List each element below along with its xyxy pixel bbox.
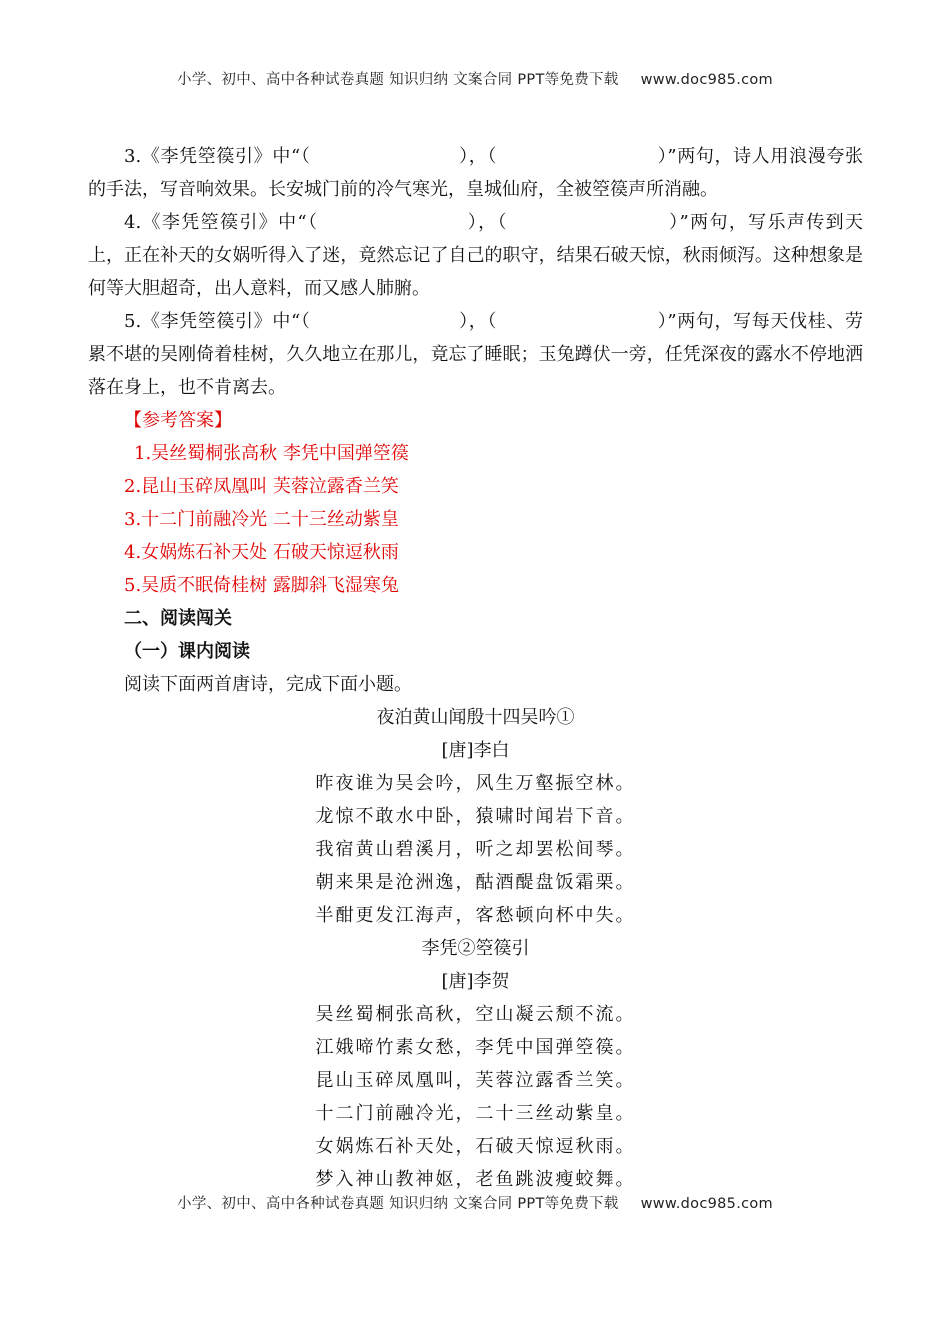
section-subtitle: （一）课内阅读	[124, 641, 250, 662]
question-5: 5.《李凭箜篌引》中“（ ），（ ）”两句，写每天伐桂、劳累不堪的吴刚倚着桂树，久久地立在那儿，竟忘了睡眠；玉兔蹲伏一旁，任凭深夜的露水不停地洒落在身上，也不肯离去。	[88, 311, 863, 398]
poem1-author: [唐]李白	[441, 740, 510, 761]
poem1-title: 夜泊黄山闻殷十四吴吟①	[376, 707, 575, 728]
poem2-title: 李凭②箜篌引	[421, 938, 530, 959]
poem2-line: 吴丝蜀桐张高秋，空山凝云颓不流。	[315, 1004, 636, 1025]
section-title: 二、阅读闯关	[124, 608, 232, 629]
page-header-top	[0, 68, 950, 89]
poem2-author: [唐]李贺	[441, 971, 510, 992]
header-url[interactable]: www.doc985.com	[640, 72, 773, 88]
question-4: 4.《李凭箜篌引》中“（ ），（ ）”两句，写乐声传到天上，正在补天的女娲听得入了迷，竟然忘记了自己的职守，结果石破天惊，秋雨倾泻。这种想象是何等大胆超奇，出人意料，而又感人肺腑。	[88, 212, 863, 299]
poem2-line: 昆山玉碎凤凰叫，芙蓉泣露香兰笑。	[315, 1070, 636, 1091]
answer-item: 5.吴质不眠倚桂树 露脚斜飞湿寒兔	[124, 575, 399, 596]
answers-title: 【参考答案】	[124, 410, 232, 431]
page-footer	[0, 1192, 950, 1213]
answer-item: 4.女娲炼石补天处 石破天惊逗秋雨	[124, 542, 399, 563]
poem2-line: 女娲炼石补天处，石破天惊逗秋雨。	[315, 1136, 636, 1157]
footer-url[interactable]: www.doc985.com	[640, 1196, 773, 1212]
poem1-line: 我宿黄山碧溪月，听之却罢松间琴。	[315, 839, 636, 860]
answer-item: 2.昆山玉碎凤凰叫 芙蓉泣露香兰笑	[124, 476, 399, 497]
poem1-line: 龙惊不敢水中卧，猿啸时闻岩下音。	[315, 806, 636, 827]
poem2-line: 江娥啼竹素女愁，李凭中国弹箜篌。	[315, 1037, 636, 1058]
poem2-line: 梦入神山教神妪，老鱼跳波瘦蛟舞。	[315, 1169, 636, 1190]
footer-text: 小学、初中、高中各种试卷真题 知识归纳 文案合同 PPT等免费下载	[177, 1196, 619, 1212]
poem1-line: 昨夜谁为吴会吟，风生万壑振空林。	[315, 773, 636, 794]
header-text: 小学、初中、高中各种试卷真题 知识归纳 文案合同 PPT等免费下载	[177, 72, 619, 88]
answer-item: 3.十二门前融冷光 二十三丝动紫皇	[124, 509, 399, 530]
instruction: 阅读下面两首唐诗，完成下面小题。	[124, 674, 412, 695]
document-body	[88, 140, 863, 1196]
answer-item: 1.吴丝蜀桐张高秋 李凭中国弹箜篌	[134, 443, 409, 464]
poem2-line: 十二门前融冷光，二十三丝动紫皇。	[315, 1103, 636, 1124]
poem1-line: 朝来果是沧洲逸，酤酒醍盘饭霜栗。	[315, 872, 636, 893]
question-3: 3.《李凭箜篌引》中“（ ），（ ）”两句，诗人用浪漫夸张的手法，写音响效果。长安城门前的冷气寒光，皇城仙府，全被箜篌声所消融。	[88, 146, 863, 200]
poem1-line: 半酣更发江海声，客愁顿向杯中失。	[315, 905, 636, 926]
